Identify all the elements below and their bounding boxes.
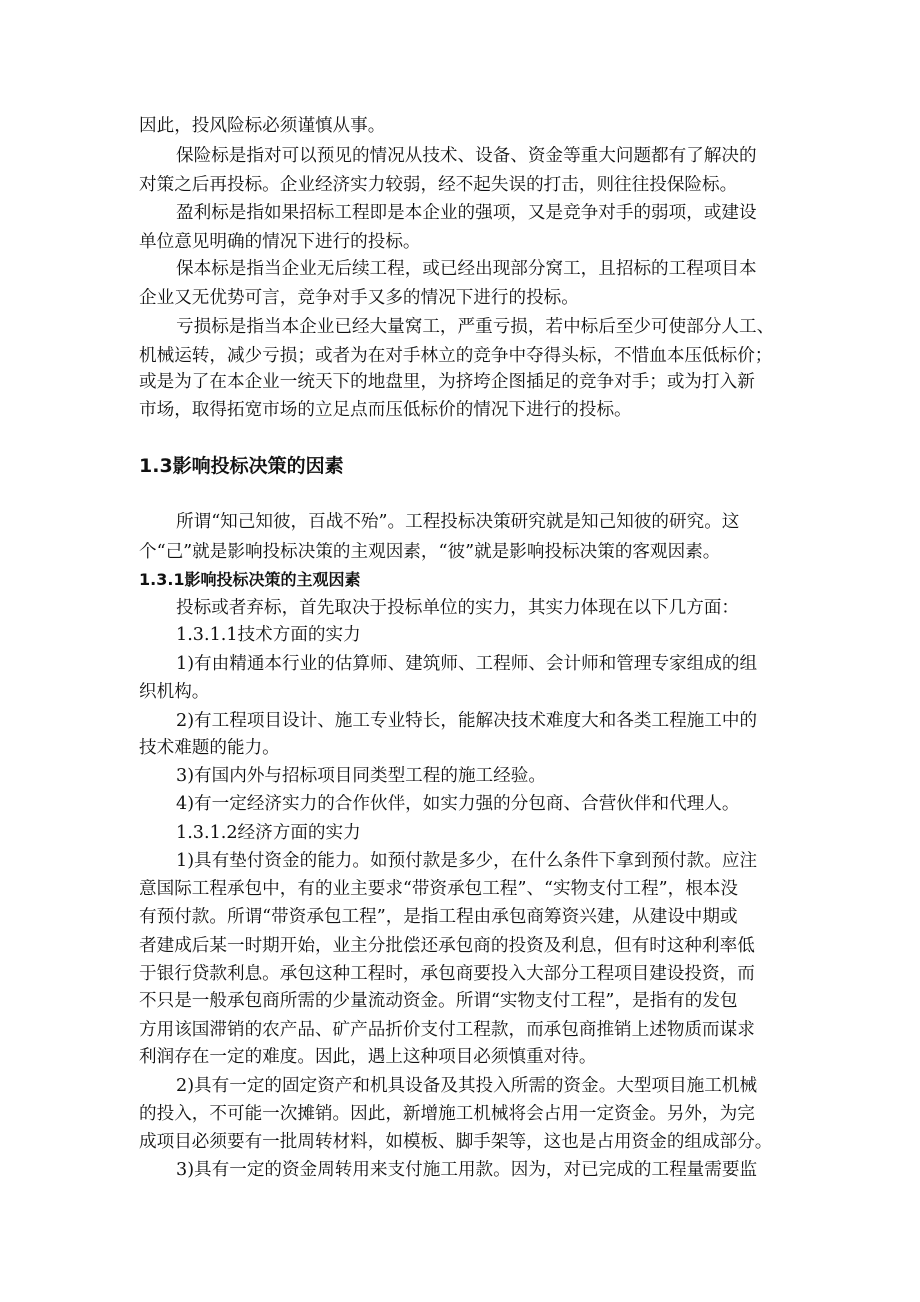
- paragraph-line: 因此，投风险标必须谨慎从事。: [139, 116, 386, 136]
- paragraph-line: 机械运转，减少亏损；或者为在对手林立的竞争中夺得头标，不惜血本压低标价；: [139, 346, 773, 366]
- subsubsection-heading: 1.3.1.2经济方面的实力: [176, 823, 361, 843]
- subsubsection-heading: 1.3.1.1技术方面的实力: [176, 625, 361, 645]
- paragraph-line: 不只是一般承包商所需的少量流动资金。所谓“实物支付工程”，是指有的发包: [139, 991, 738, 1011]
- paragraph-line: 1)有由精通本行业的估算师、建筑师、工程师、会计师和管理专家组成的组: [176, 654, 758, 674]
- paragraph-line: 2)具有一定的固定资产和机具设备及其投入所需的资金。大型项目施工机械: [176, 1076, 758, 1096]
- paragraph-line: 盈利标是指如果招标工程即是本企业的强项，又是竞争对手的弱项，或建设: [176, 203, 757, 223]
- paragraph-line: 2)有工程项目设计、施工专业特长，能解决技术难度大和各类工程施工中的: [176, 711, 758, 731]
- paragraph-line: 织机构。: [139, 682, 210, 702]
- paragraph-line: 保险标是指对可以预见的情况从技术、设备、资金等重大问题都有了解决的: [176, 146, 757, 166]
- paragraph-line: 所谓“知己知彼，百战不殆”。工程投标决策研究就是知己知彼的研究。这: [176, 512, 740, 532]
- paragraph-line: 市场，取得拓宽市场的立足点而压低标价的情况下进行的投标。: [139, 400, 632, 420]
- paragraph-line: 利润存在一定的难度。因此，遇上这种项目必须慎重对待。: [139, 1047, 597, 1067]
- paragraph-line: 3)具有一定的资金周转用来支付施工用款。因为，对已完成的工程量需要监: [176, 1160, 758, 1180]
- paragraph-line: 保本标是指当企业无后续工程，或已经出现部分窝工，且招标的工程项目本: [176, 259, 757, 279]
- paragraph-line: 的投入，不可能一次摊销。因此，新增施工机械将会占用一定资金。另外，为完: [139, 1104, 755, 1124]
- paragraph-line: 个“己”就是影响投标决策的主观因素，“彼”就是影响投标决策的客观因素。: [139, 542, 721, 562]
- paragraph-line: 4)有一定经济实力的合作伙伴，如实力强的分包商、合营伙伴和代理人。: [176, 794, 740, 814]
- paragraph-line: 单位意见明确的情况下进行的投标。: [139, 232, 421, 252]
- paragraph-line: 意国际工程承包中，有的业主要求“带资承包工程”、“实物支付工程”，根本没: [139, 879, 738, 899]
- paragraph-line: 于银行贷款利息。承包这种工程时，承包商要投入大部分工程项目建设投资，而: [139, 964, 755, 984]
- paragraph-line: 亏损标是指当本企业已经大量窝工，严重亏损，若中标后至少可使部分人工、: [176, 317, 775, 337]
- section-heading: 1.3影响投标决策的因素: [139, 455, 344, 477]
- paragraph-line: 方用该国滞销的农产品、矿产品折价支付工程款，而承包商推销上述物质而谋求: [139, 1020, 755, 1040]
- paragraph-line: 企业又无优势可言，竞争对手又多的情况下进行的投标。: [139, 288, 579, 308]
- paragraph-line: 1)具有垫付资金的能力。如预付款是多少，在什么条件下拿到预付款。应注: [176, 851, 758, 871]
- subsection-heading: 1.3.1影响投标决策的主观因素: [139, 570, 361, 589]
- paragraph-line: 对策之后再投标。企业经济实力较弱，经不起失误的打击，则往往投保险标。: [139, 175, 738, 195]
- paragraph-line: 者建成后某一时期开始，业主分批偿还承包商的投资及利息，但有时这种利率低: [139, 936, 755, 956]
- paragraph-line: 技术难题的能力。: [139, 738, 280, 758]
- paragraph-line: 投标或者弃标，首先取决于投标单位的实力，其实力体现在以下几方面：: [176, 598, 740, 618]
- paragraph-line: 3)有国内外与招标项目同类型工程的施工经验。: [176, 766, 546, 786]
- paragraph-line: 或是为了在本企业一统天下的地盘里，为挤垮企图插足的竞争对手；或为打入新: [139, 372, 755, 392]
- paragraph-line: 有预付款。所谓“带资承包工程”，是指工程由承包商筹资兴建，从建设中期或: [139, 907, 738, 927]
- paragraph-line: 成项目必须要有一批周转材料，如模板、脚手架等，这也是占用资金的组成部分。: [139, 1132, 773, 1152]
